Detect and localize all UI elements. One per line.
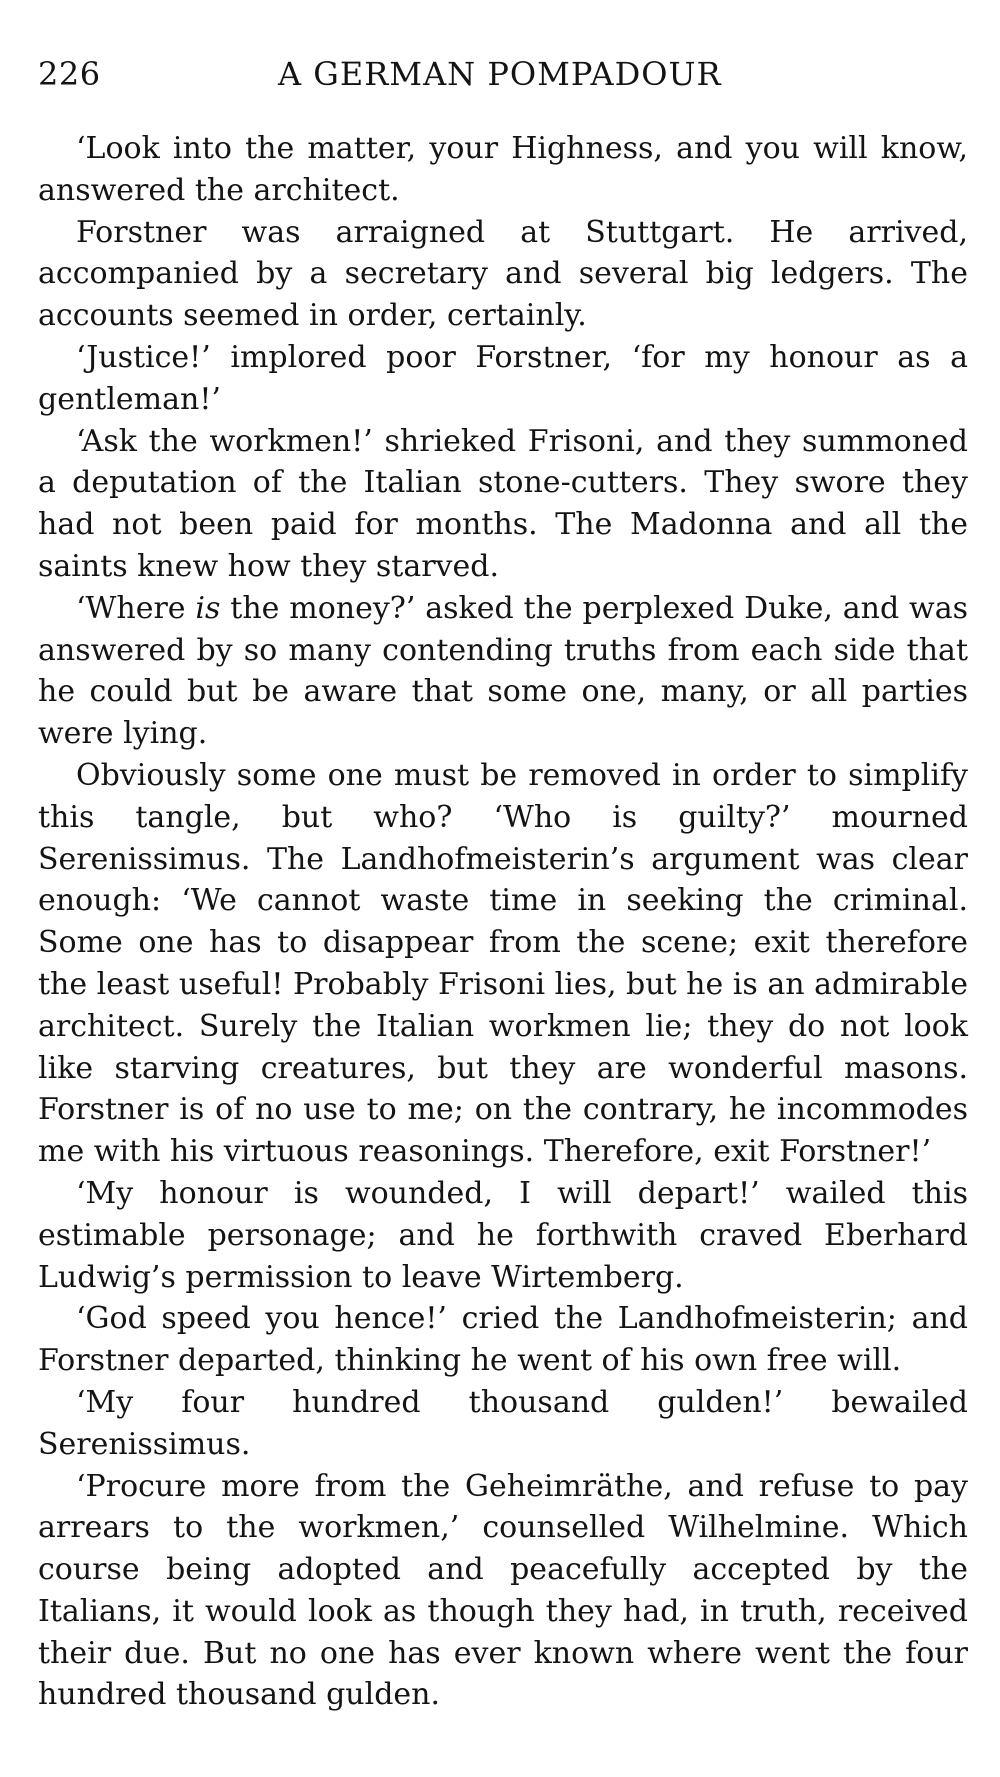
paragraph-procure-more	[38, 1466, 968, 1717]
paragraph-text: ‘Look into the matter, your Highness, and you will know, answered the architect.	[38, 131, 968, 208]
running-head	[38, 50, 968, 98]
paragraph-four-hundred-thousand	[38, 1382, 968, 1466]
page-number: 226	[38, 55, 101, 93]
paragraph-text: ‘God speed you hence!’ cried the Landhofmeisterin; and Forstner departed, thinking he went of his own free will.	[38, 1301, 968, 1379]
paragraph-text-after: the money?’ asked the perplexed Duke, and was answered by so many contending truths from each side that he could but be aware that some one, many, or all parties were lying.	[38, 590, 968, 752]
paragraph-architect-answer	[38, 128, 968, 212]
paragraph-emphasis: is	[195, 590, 221, 626]
paragraph-who-is-guilty	[38, 755, 968, 1173]
paragraph-text: Forstner was arraigned at Stuttgart. He arrived, accompanied by a secretary and several big ledgers. The accounts seemed in order, certainly.	[38, 214, 968, 334]
paragraph-text: ‘Ask the workmen!’ shrieked Frisoni, and they summoned a deputation of the Italian stone-cutters. They swore they had not been paid for months. The Madonna and all the saints knew how they starved.	[38, 423, 968, 584]
paragraph-forstner-arraigned	[38, 212, 968, 337]
paragraph-where-is-money	[38, 588, 968, 755]
paragraph-text: Obviously some one must be removed in order to simplify this tangle, but who? ‘Who is guilty?’ mourned Serenissimus. The Landhofmeisterin’s argument was clear enough: ‘We cannot waste time in seeking the criminal. Some one has to disappear from the scene; exit therefore the least useful! Probably Frisoni lies, but he is an admirable architect. Surely the Italian workmen lie; they do not look like starving creatures, but they are wonderful masons. Forstner is of no use to me; on the contrary, he incommodes me with his virtuous reasonings. Therefore, exit Forstner!’	[38, 757, 968, 1170]
paragraph-text: ‘My four hundred thousand gulden!’ bewailed Serenissimus.	[38, 1384, 968, 1462]
paragraph-text: ‘Procure more from the Geheimräthe, and refuse to pay arrears to the workmen,’ counselled Wilhelmine. Which course being adopted and peacefully accepted by the Italians, it would look as though they had, in truth, received their due. But no one has ever known where went the four hundred thousand gulden.	[38, 1468, 968, 1713]
running-title: A GERMAN POMPADOUR	[278, 55, 722, 93]
paragraph-text-before: ‘Where	[76, 590, 196, 626]
paragraph-text: ‘My honour is wounded, I will depart!’ wailed this estimable personage; and he forthwith craved Eberhard Ludwig’s permission to leave Wirtemberg.	[38, 1175, 968, 1295]
paragraph-god-speed	[38, 1298, 968, 1382]
paragraph-text: ‘Justice!’ implored poor Forstner, ‘for my honour as a gentleman!’	[38, 339, 968, 417]
paragraph-honour-wounded	[38, 1173, 968, 1298]
book-page	[38, 50, 968, 1716]
paragraph-justice-plea	[38, 337, 968, 421]
paragraph-ask-workmen	[38, 421, 968, 588]
body-text	[38, 128, 968, 1716]
